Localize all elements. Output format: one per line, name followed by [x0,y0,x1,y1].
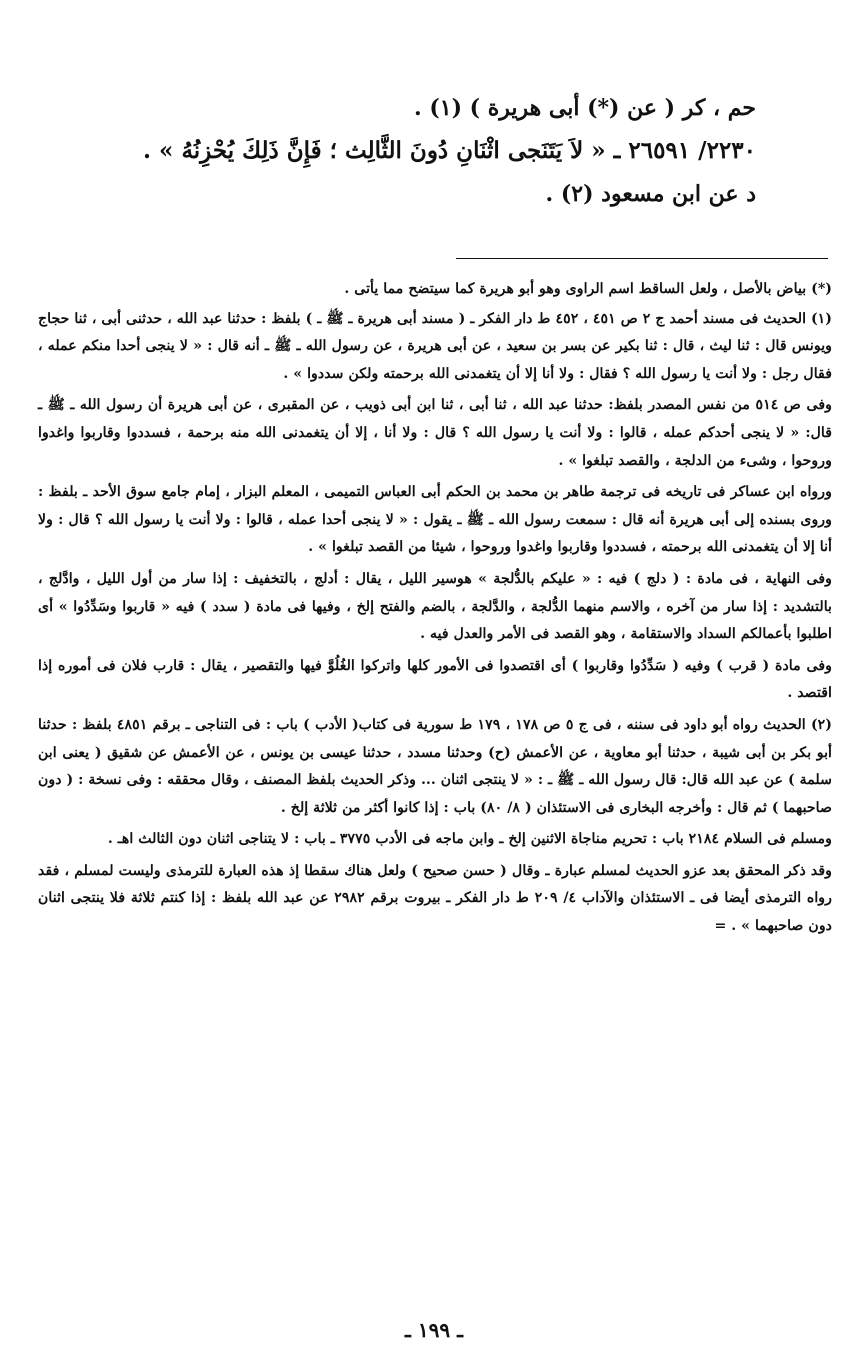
hadith-text: ٢٢٣٠/ ٢٦٥٩١ ـ « لاَ يَتَنَجى اثْنَانِ دُونَ الثَّالِث ؛ فَإِنَّ ذَلِكَ يُحْزِنُهُ » . [143,137,756,164]
footnote-divider [456,258,828,259]
footnote-asterisk: (*) بياض بالأصل ، ولعل الساقط اسم الراوى وهو أبو هريرة كما سيتضح مما يأتى . [344,281,832,297]
footnote-1-para-5: وفى مادة ( قرب ) وفيه ( سَدِّدُوا وقاربوا ) أى اقتصدوا فى الأمور كلها واتركوا الغُلُوَّ فيها والتقصير ، يقال : قارب فلان فى أموره إذا اقتصد . [38,657,832,702]
source-line: حم ، كر ( عن (*) أبى هريرة ) (١) . [414,95,756,121]
footnote-2-para-2: ومسلم فى السلام ٢١٨٤ باب : تحريم مناجاة الاثنين إلخ ـ وابن ماجه فى الأدب ٣٧٧٥ ـ باب : لا يتناجى اثنان دون الثالث اهـ . [107,831,832,848]
main-text [60,88,820,214]
footnote-1-para-3: ورواه ابن عساكر فى تاريخه فى ترجمة طاهر بن محمد بن الحكم أبى العباس التميمى ، المعلم البزار ، إمام جامع سوق الأحد ـ بلفظ : وروى بسنده إلى أبى هريرة أنه قال : سمعت رسول الله ـ ﷺ ـ يقول : « لا ينجى أحدا عمله ، قالوا : ولا أنت يا رسول الله ؟ قال : ولا أنا إلا أن يتغمدنى الله برحمته ، فسددوا وقاربوا واغدوا وروحوا ، شيئا من القصد تبلغوا » . [38,484,832,556]
footnote-2: (٢) الحديث رواه أبو داود فى سننه ، فى ج ٥ ص ١٧٨ ، ١٧٩ ط سورية فى كتاب( الأدب ) باب : فى التناجى ـ برقم ٤٨٥١ بلفظ : حدثنا أبو بكر بن أبى شيبة ، حدثنا أبو معاوية ، عن الأعمش (ح) وحدثنا مسدد ، حدثنا عيسى بن يونس ، عن الأعمش عن شقيق ( يعنى ابن سلمة ) عن عبد الله قال: قال رسول الله ـ ﷺ ـ : « لا ينتجى اثنان ... وذكر الحديث بلفظ المصنف ، وقال محققه : وفى نسخة : ( دون صاحبهما ) ثم قال : وأخرجه البخارى فى الاستئذان ( ٨/ ٨٠) باب : إذا كانوا أكثر من ثلاثة إلخ . [38,716,832,816]
footnote-1: (١) الحديث فى مسند أحمد ج ٢ ص ٤٥١ ، ٤٥٢ ط دار الفكر ـ ( مسند أبى هريرة ـ ﷺ ـ ) بلفظ : حدثنا عبد الله ، حدثنى أبى ، ثنا حجاج ويونس قال : ثنا ليث ، قال : ثنا بكير عن بسر بن سعيد ، عن أبى هريرة ، عن رسول الله ـ ﷺ ـ أنه قال : « لا ينجى أحدا منكم عمله ، فقال رجل : ولا أنت يا رسول الله ؟ فقال : ولا أنا إلا أن يتغمدنى الله برحمته ولكن سددوا » . [38,310,833,382]
source-line-2: د عن ابن مسعود (٢) . [545,181,756,207]
footnote-1-para-2: وفى ص ٥١٤ من نفس المصدر بلفظ: حدثنا عبد الله ، ثنا أبى ، ثنا ابن أبى ذويب ، عن المقبرى ، عن أبى هريرة أن رسول الله ـ ﷺ ـ قال: « لا ينجى أحدكم عمله ، قالوا : ولا أنت يا رسول الله ؟ قال : ولا أنا ، إلا أن يتغمدنى الله منه برحمة ، فسددوا وقاربوا واغدوا وروحوا ، وشىء من الدلجة ، والقصد تبلغوا » . [38,397,832,469]
footnote-1-para-4: وفى النهاية ، فى مادة : ( دلج ) فيه : « عليكم بالدُّلجة » هوسير الليل ، يقال : أدلج ، بالتخفيف : إذا سار من أول الليل ، وادَّلج ، بالتشديد : إذا سار من آخره ، والاسم منهما الدُّلجة ، والدَّلجة ، بالضم والفتح إلخ ، وفيها فى مادة ( سدد ) فيه « قاربوا وسَدِّدُوا » أى اطلبوا بأعمالكم السداد والاستقامة ، وهو القصد فى الأمر والعدل فيه . [38,570,832,643]
footnotes [38,276,832,945]
footnote-2-para-3: وقد ذكر المحقق بعد عزو الحديث لمسلم عبارة ـ وقال ( حسن صحيح ) ولعل هناك سقطا إذ هذه العبارة للترمذى وليست لمسلم ، فقد رواه الترمذى أيضا فى ـ الاستئذان والآداب ٤/ ٢٠٩ ط دار الفكر ـ بيروت برقم ٢٩٨٢ عن عبد الله بلفظ : إذا كنتم ثلاثة فلا ينتجى اثنان دون صاحبهما » . = [38,862,832,935]
page-number: ـ ١٩٩ ـ [405,1318,463,1342]
